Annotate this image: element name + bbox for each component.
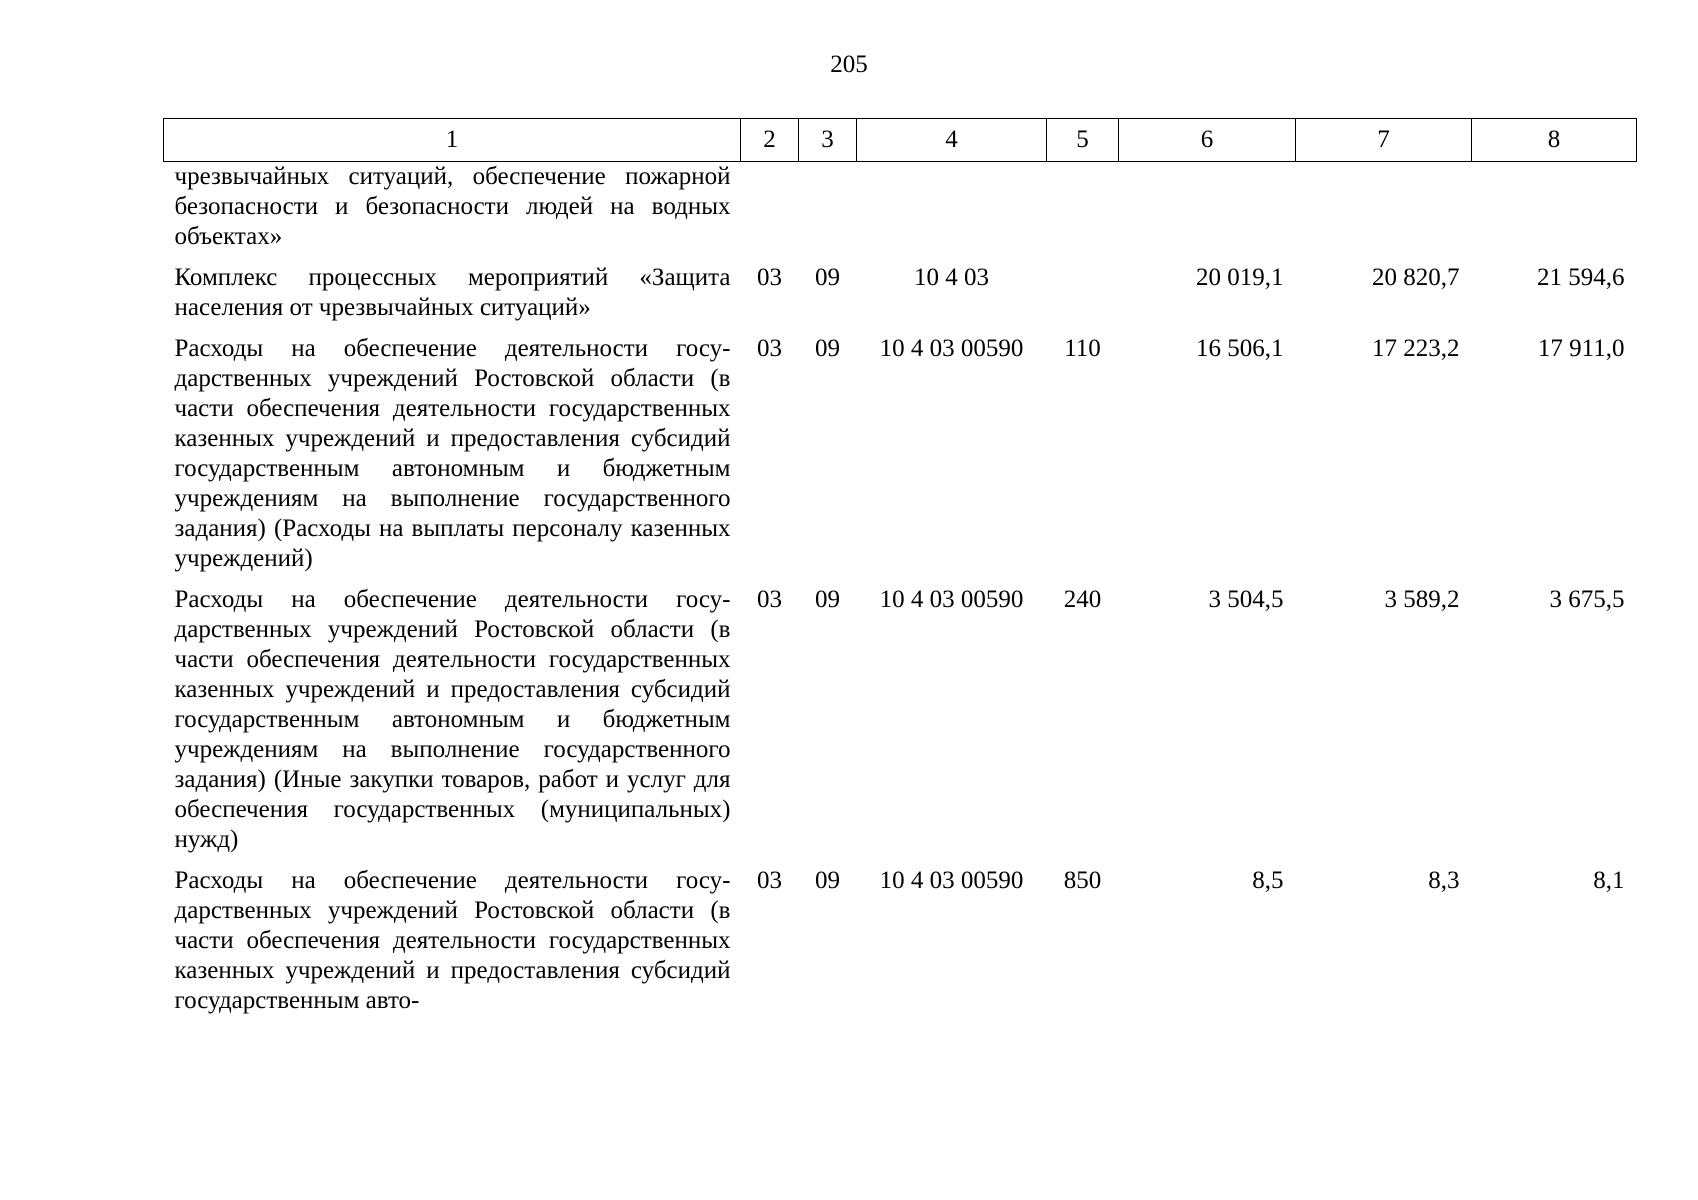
row-section: 03 — [757, 867, 782, 894]
row-amount-col-7: 3 589,2 — [1384, 586, 1460, 613]
header-col-3: 3 — [799, 119, 857, 162]
row-amount-col-7: 8,3 — [1428, 867, 1460, 894]
row-subsection — [799, 162, 857, 264]
row-description: Расходы на обеспечение деятельности государственных учреждений Ростовской области (в части обеспечения деятельности государственных казенных учреждений и предоставления субсидий государственным автономным и бюджетным учреждениям на выполнение государственного задания) (Иные закупки товаров, работ и услуг для обеспечения государственных (муниципальных) нужд) — [174, 586, 731, 853]
row-description: Расходы на обеспечение деятельности государственных учреждений Ростовской области (в части обеспечения деятельности государственных казенных учреждений и предоставления субсидий государственным авто- — [174, 867, 731, 1014]
row-target-code: 10 4 03 00590 — [879, 586, 1024, 613]
row-amount-col-6: 16 506,1 — [1196, 335, 1284, 362]
header-col-2: 2 — [741, 119, 799, 162]
row-amount-col-8: 8,1 — [1593, 867, 1625, 894]
row-description: Комплекс процессных мероприятий «Защита населения от чрезвычайных ситуаций» — [174, 264, 731, 321]
table-row — [164, 866, 1637, 1027]
row-amount-col-7: 20 820,7 — [1372, 264, 1460, 291]
row-subsection: 09 — [815, 867, 840, 894]
row-amount-col-6: 20 019,1 — [1196, 264, 1284, 291]
row-subsection: 09 — [815, 264, 840, 291]
row-expense-type: 850 — [1063, 867, 1102, 894]
table-row — [164, 585, 1637, 866]
row-description: Расходы на обеспечение деятельности государственных учреждений Ростовской области (в части обеспечения деятельности государственных казенных учреждений и предоставления субсидий государственным автономным и бюджетным учреждениям на выполнение государственного задания) (Расходы на выплаты персоналу казенных учреждений) — [174, 335, 731, 572]
row-description: чрезвычайных ситуаций, обеспечение пожарной безопасности и безопасности людей на водных объектах» — [174, 163, 731, 250]
row-expense-type — [1047, 162, 1119, 264]
header-col-4: 4 — [857, 119, 1047, 162]
row-section: 03 — [757, 335, 782, 362]
table-row — [164, 162, 1637, 264]
table-row — [164, 334, 1637, 585]
row-amount-col-6: 8,5 — [1252, 867, 1284, 894]
table-header — [164, 119, 1637, 162]
row-amount-col-6: 3 504,5 — [1208, 586, 1284, 613]
header-col-5: 5 — [1047, 119, 1119, 162]
row-subsection: 09 — [815, 335, 840, 362]
row-section: 03 — [757, 264, 782, 291]
row-expense-type: 110 — [1064, 335, 1101, 362]
row-section: 03 — [757, 586, 782, 613]
page-number: 205 — [830, 51, 868, 78]
row-amount-col-8: 17 911,0 — [1537, 335, 1625, 362]
row-target-code: 10 4 03 00590 — [879, 867, 1024, 894]
header-row — [164, 119, 1637, 162]
row-section — [741, 162, 799, 264]
row-amount-col-6 — [1119, 162, 1296, 264]
header-col-8: 8 — [1472, 119, 1637, 162]
table-row — [164, 263, 1637, 334]
row-amount-col-8: 21 594,6 — [1537, 264, 1625, 291]
row-subsection: 09 — [815, 586, 840, 613]
row-amount-col-8 — [1472, 162, 1637, 264]
row-amount-col-7 — [1296, 162, 1472, 264]
header-col-1: 1 — [164, 119, 741, 162]
header-col-6: 6 — [1119, 119, 1296, 162]
budget-table — [163, 118, 1637, 1027]
row-expense-type: 240 — [1063, 586, 1102, 613]
header-col-7: 7 — [1296, 119, 1472, 162]
row-target-code: 10 4 03 — [914, 264, 989, 291]
row-amount-col-7: 17 223,2 — [1372, 335, 1460, 362]
row-expense-type — [1047, 263, 1119, 334]
row-target-code — [857, 162, 1047, 264]
table-body — [164, 162, 1637, 1028]
row-target-code: 10 4 03 00590 — [879, 335, 1024, 362]
row-amount-col-8: 3 675,5 — [1549, 586, 1625, 613]
